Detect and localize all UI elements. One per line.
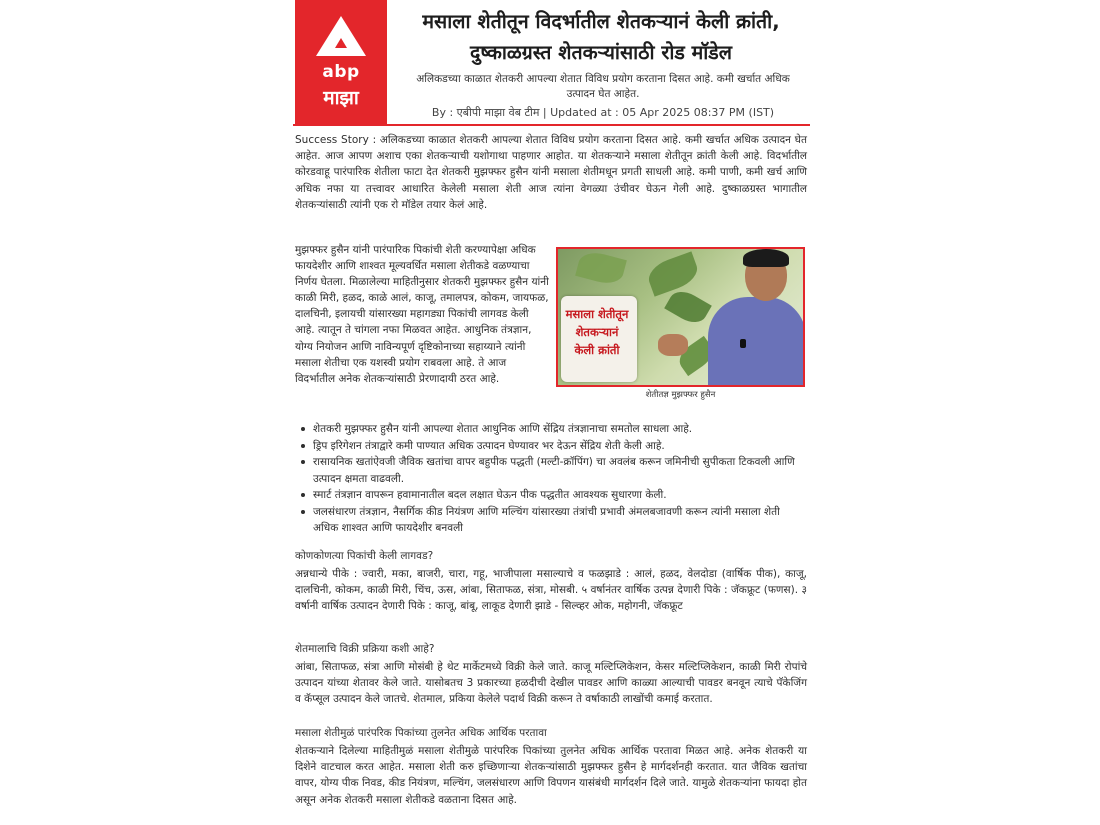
list-item: ड्रिप इरिगेशन तंत्राद्वारे कमी पाण्यात अधिक उत्पादन घेण्यावर भर देऊन सेंद्रिय शेती केली आहे. — [297, 438, 807, 454]
article-image[interactable] — [556, 247, 805, 387]
list-item: शेतकरी मुझफ्फर हुसैन यांनी आपल्या शेतात आधुनिक आणि सेंद्रिय तंत्रज्ञानाचा समतोल साधला आहे. — [297, 421, 807, 437]
section-body-crops: अन्नधान्ये पीके : ज्वारी, मका, बाजरी, चारा, गहू, भाजीपाला मसाल्याचे व फळझाडे : आलं, हळद, वेलदोडा (वार्षिक पीक), काजू, दालचिनी, कोकम, काळी मिरी, चिंच, ऊस, आंबा, सिताफळ, संत्रा, मोसबी. ५ वर्षानंतर वार्षिक उत्पन्न देणारी पिके : जॅकफ्रूट (फणस). ३ वर्षानी वार्षिक उत्पादन देणारी पिके : काजू, बांबू, लाकूड देणारी झाडे - सिल्व्हर ओक, महोगनी, जॅकफ्रूट — [295, 568, 807, 613]
person-hair — [743, 249, 789, 267]
article-header — [293, 0, 810, 126]
leaf-shape — [575, 249, 627, 288]
section-heading-sales: शेतमालाचि विक्री प्रक्रिया कशी आहे? — [295, 643, 435, 655]
article-byline: By : एबीपी माझा वेब टीम | Updated at : 05 Apr 2025 08:37 PM (IST) — [431, 106, 775, 119]
key-points-list — [297, 421, 807, 537]
article-subheadline: अलिकडच्या काळात शेतकरी आपल्या शेतात विविध प्रयोग करताना दिसत आहे. कमी खर्चात अधिक उत्पादन घेत आहेत. — [416, 73, 790, 100]
section-heading-returns: मसाला शेतीमुळं पारंपरिक पिकांच्या तुलनेत अधिक आर्थिक परतावा — [295, 727, 547, 739]
logo-text-abp: abp — [322, 62, 360, 82]
abp-majha-logo[interactable] — [295, 0, 387, 124]
logo-text-majha: माझा — [323, 87, 359, 109]
intro-paragraph: Success Story : अलिकडच्या काळात शेतकरी आपल्या शेतात विविध प्रयोग करताना दिसत आहे. कमी खर्चात अधिक उत्पादन घेत आहेत. आज आपण अशाच एका शेतकऱ्याची यशोगाथा पाहणार आहोत. या शेतकऱ्याने मसाला शेतीतून क्रांती केली आहे. विदर्भातील कोरडवाहू पारंपारिक शेतीला फाटा देत शेतकरी मुझफ्फर हुसैन यांनी मसाला शेतीमधून प्रगती साधली आहे. कमी पाणी, कमी खर्च आणि अधिक नफा या तत्त्वावर आधारित केलेली मसाला शेती आज त्यांना वेगळ्या उंचीवर घेऊन गेली आहे. दुष्काळग्रस्त भागातील शेतकऱ्यांसाठी त्यांनी एक रो मॉडेल तयार केलं आहे. — [295, 134, 807, 211]
list-item: रासायनिक खतांऐवजी जैविक खतांचा वापर बहुपीक पद्धती (मल्टी-क्रॉपिंग) चा अवलंब करून जमिनीची सुपीकता टिकवली आणि उत्पादन क्षमता वाढवली. — [297, 454, 807, 486]
body-paragraph-2: मुझफ्फर हुसैन यांनी पारंपारिक पिकांची शेती करण्यापेक्षा अधिक फायदेशीर आणि शाश्वत मूल्यवर्धित मसाला शेतीकडे वळण्याचा निर्णय घेतला. मिळालेल्या माहितीनुसार शेतकरी मुझफ्फर हुसैन यांनी काळी मिरी, हळद, काळे आलं, काजू, तमालपत्र, कोकम, जायफळ, दालचिनी, इलायची यांसारख्या महागड्या पिकांची लागवड केली आहे. त्यातून ते चांगला नफा मिळवत आहेत. आधुनिक तंत्रज्ञान, योग्य नियोजन आणि नाविन्यपूर्ण दृष्टिकोनाच्या सहाय्याने त्यांनी मसाला शेतीचा एक यशस्वी प्रयोग राबवला आहे. ते आज विदर्भातील अनेक शेतकऱ्यांसाठी प्रेरणादायी ठरत आहे. — [295, 244, 549, 385]
person-shirt — [708, 297, 805, 387]
badge-line-1: मसाला शेतीतून — [565, 307, 629, 321]
header-divider — [293, 124, 810, 126]
leaf-shape — [644, 251, 701, 296]
article-page — [293, 0, 810, 825]
list-item: जलसंधारण तंत्रज्ञान, नैसर्गिक कीड नियंत्रण आणि मल्चिंग यांसारख्या तंत्रांची प्रभावी अंमलबजावणी करून त्यांनी मसाला शेती अधिक शाश्वत आणि फायदेशीर बनवली — [297, 504, 807, 536]
section-body-returns: शेतकऱ्याने दिलेल्या माहितीमुळं मसाला शेतीमुळे पारंपरिक पिकांच्या तुलनेत अधिक आर्थिक परतावा मिळत आहे. अनेक शेतकरी या दिशेने वाटचाल करत आहेत. मसाला शेती करु इच्छिणाऱ्या शेतकऱ्यांसाठी मुझफ्फर हुसैन हे मार्गदर्शनही करतात. यात जैविक खतांचा वापर, योग्य पीक निवड, कीड नियंत्रण, मल्चिंग, जलसंधारण आणि विपणन यासंबंधी मार्गदर्शन दिले जाते. यामुळे शेतकऱ्यांना फायदा होत असून अनेक शेतकरी मसाला शेतीकडे वळताना दिसत आहे. — [295, 745, 807, 806]
image-caption: शेतीतज्ञ मुझफ्फर हुसैन — [645, 390, 716, 400]
list-item: स्मार्ट तंत्रज्ञान वापरून हवामानातील बदल लक्षात घेऊन पीक पद्धतीत आवश्यक सुधारणा केली. — [297, 487, 807, 503]
person-hand — [658, 334, 688, 356]
badge-line-2: शेतकऱ्यानं — [575, 325, 619, 339]
image-badge-text — [564, 305, 630, 359]
leaf-shape — [664, 286, 712, 329]
section-heading-crops: कोणकोणत्या पिकांची केली लागवड? — [295, 550, 434, 562]
article-headline: मसाला शेतीतून विदर्भातील शेतकऱ्यानं केली क्रांती, दुष्काळग्रस्त शेतकऱ्यांसाठी रोड मॉडेल — [422, 10, 780, 64]
badge-line-3: केली क्रांती — [574, 343, 620, 357]
microphone-icon — [740, 339, 746, 348]
triangle-logo-icon — [314, 14, 368, 58]
section-body-sales: आंबा, सिताफळ, संत्रा आणि मोसंबी हे थेट मार्केटमध्ये विक्री केले जाते. काजू मल्टिप्लिकेशन, केसर मल्टिप्लिकेशन, काळी मिरी रोपांचे उत्पादन यांच्या शेतावर केले जाते. यासोबतच 3 प्रकारच्या हळदीची देखील पावडर आणि काळ्या आल्याची पावडर बनवून त्याचे पॅकेजिंग व कॅप्सूल उत्पादन केले जातचे. शेतमाल, प्रकिया केलेले पदार्थ विक्री करून ते वर्षाकाठी लाखोंची कमाई करतात. — [295, 661, 807, 706]
